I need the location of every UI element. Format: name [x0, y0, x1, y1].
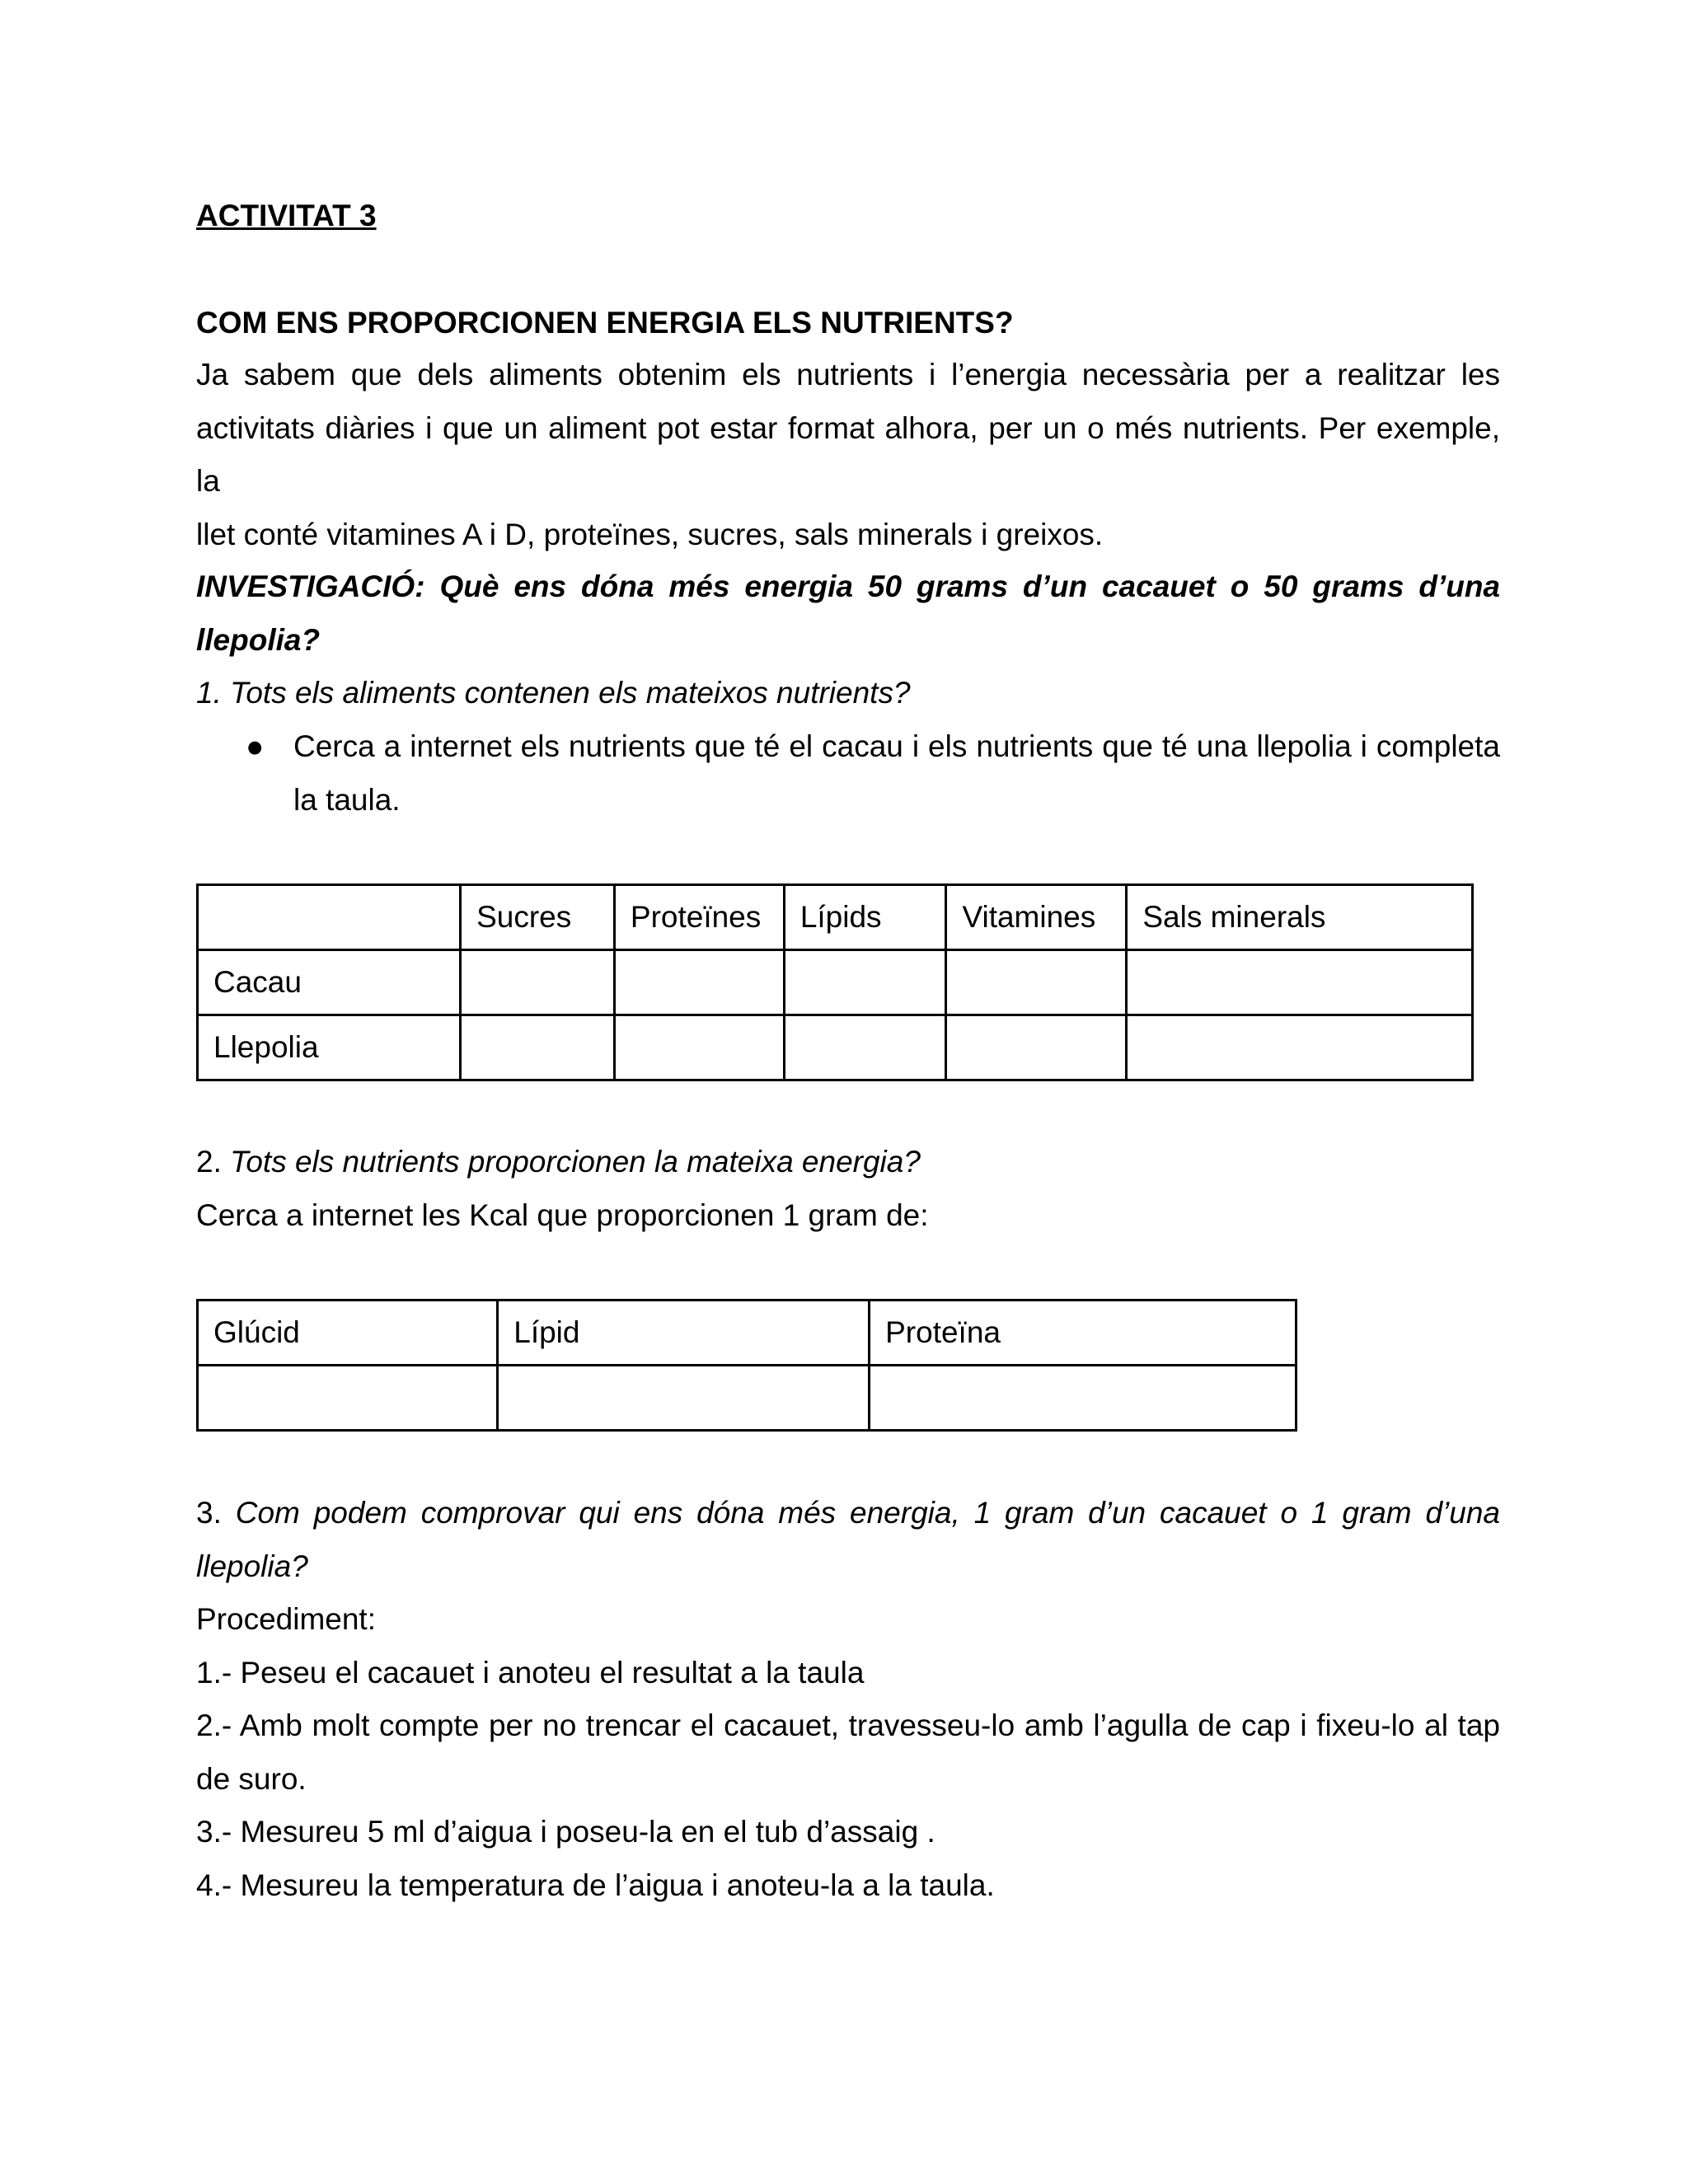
bullet-icon: ● [246, 729, 265, 763]
table-cell[interactable] [946, 1015, 1127, 1080]
table-header-row [198, 885, 1473, 950]
section-heading: COM ENS PROPORCIONEN ENERGIA ELS NUTRIENTS? [196, 306, 1014, 340]
row-label-cell: Cacau [198, 950, 461, 1015]
bullet-line: Cerca a internet els nutrients que té el cacau i els nutrients que té una llepolia i completa [293, 729, 1500, 763]
question-2-question: Tots els nutrients proporcionen la mateixa energia? [230, 1145, 921, 1179]
investigation-line: llepolia? [196, 622, 321, 657]
table-cell[interactable] [1127, 950, 1473, 1015]
intro-paragraph [196, 349, 1500, 561]
question-2-number: 2. [196, 1145, 222, 1179]
question-2 [196, 1136, 1500, 1242]
intro-line: activitats diàries i que un aliment pot estar format alhora, per un o més nutrients. Per exemple, la [196, 410, 1500, 498]
table-header-cell: Proteïnes [614, 885, 784, 950]
intro-line: Ja sabem que dels aliments obtenim els nutrients i l’energia necessària per a realitzar les [196, 358, 1500, 391]
table-header-cell: Sals minerals [1127, 885, 1473, 950]
table-row [198, 1366, 1296, 1431]
table-header-cell: Glúcid [198, 1301, 498, 1366]
table-cell[interactable] [461, 1015, 615, 1080]
table-cell[interactable] [498, 1366, 870, 1431]
investigation-line: INVESTIGACIÓ: Què ens dóna més energia 50 grams d’un cacauet o 50 grams d’una [196, 569, 1500, 603]
procedure-step: 4.- Mesureu la temperatura de l’aigua i anoteu-la a la taula. [196, 1868, 995, 1902]
procedure-step: 1.- Peseu el cacauet i anoteu el resultat a la taula [196, 1655, 865, 1690]
question-1 [196, 667, 1500, 720]
procedure-step: 3.- Mesureu 5 ml d’aigua i poseu-la en el tub d’assaig . [196, 1815, 935, 1849]
table-header-cell: Sucres [461, 885, 615, 950]
bullet-line: la taula. [293, 782, 401, 817]
question-2-instruction: Cerca a internet les Kcal que proporcionen 1 gram de: [196, 1197, 929, 1232]
table-header-cell: Lípid [498, 1301, 870, 1366]
question-3-line [196, 1487, 1500, 1540]
table-cell[interactable] [784, 1015, 946, 1080]
table-cell[interactable] [1127, 1015, 1473, 1080]
procedure-label: Procediment: [196, 1602, 376, 1636]
intro-line: llet conté vitamines A i D, proteïnes, sucres, sals minerals i greixos. [196, 517, 1104, 551]
table-cell[interactable] [198, 1366, 498, 1431]
table-header-cell: Vitamines [946, 885, 1127, 950]
row-label-cell: Llepolia [198, 1015, 461, 1080]
table-header-cell: Lípids [784, 885, 946, 950]
kcal-table [196, 1299, 1297, 1432]
table-cell[interactable] [461, 950, 615, 1015]
procedure-step: 2.- Amb molt compte per no trencar el cacauet, travesseu-lo amb l’agulla de cap i fixeu-lo al tap [196, 1708, 1500, 1742]
table-header-cell [198, 885, 461, 950]
question-1-text: 1. Tots els aliments contenen els mateixos nutrients? [196, 676, 911, 710]
question-3-text: Com podem comprovar qui ens dóna més energia, 1 gram d’un cacauet o 1 gram d’una [235, 1496, 1501, 1530]
nutrients-table [196, 883, 1474, 1081]
question-3-number: 3. [196, 1496, 222, 1530]
table-cell[interactable] [614, 1015, 784, 1080]
table-row [198, 950, 1473, 1015]
question-3-line: llepolia? [196, 1549, 308, 1583]
table-cell[interactable] [784, 950, 946, 1015]
table-cell[interactable] [870, 1366, 1296, 1431]
table-cell[interactable] [614, 950, 784, 1015]
activity-title: ACTIVITAT 3 [196, 199, 377, 232]
table-header-row [198, 1301, 1296, 1366]
table-row [198, 1015, 1473, 1080]
table-cell[interactable] [946, 950, 1127, 1015]
table-header-cell: Proteïna [870, 1301, 1296, 1366]
investigation-question [196, 560, 1500, 667]
question-3 [196, 1487, 1500, 1912]
question-2-text [196, 1136, 1500, 1189]
procedure-step: de suro. [196, 1761, 307, 1796]
